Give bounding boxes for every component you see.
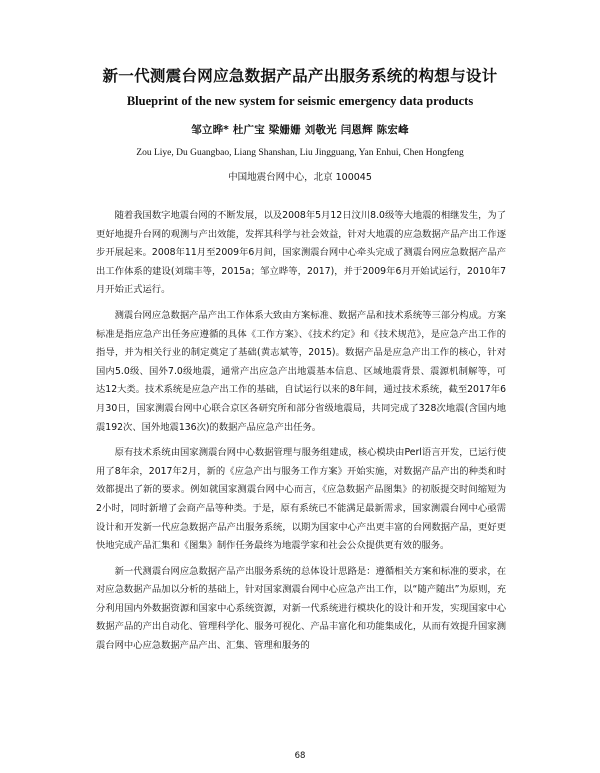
paragraph-3: 原有技术系统由国家测震台网中心数据管理与服务组建成，核心模块由Perl语言开发，已运行使用了8年余，2017年2月，新的《应急产出与服务工作方案》开始实施，对数据产品产出的种类和时效都提出了新的要求。例如就国家测震台网中心而言，《应急数据产品图集》的初版提交时间缩短为2小时，同时新增了会商产品等种类。于是，原有系统已不能满足最新需求，国家测震台网中心亟需设计和开发新一代应急数据产品产出服务系统，以期为国家中心产出更丰富的台网数据产品，更好更快地完成产品汇集和《图集》制作任务最终为地震学家和社会公众提供更有效的服务。 bbox=[96, 447, 506, 552]
paragraph-2: 测震台网应急数据产品产出工作体系大致由方案标准、数据产品和技术系统等三部分构成。方案标准是指应急产出任务应遵循的具体《工作方案》、《技术约定》和《技术规范》，是应急产出工作的指导，并为相关行业的制定奠定了基础(黄志斌等，2015)。数据产品是应急产出工作的核心，针对国内5.0级、国外7.0级地震，通常产出应急产出地震基本信息、区域地震背景、震源机制解等，可达12大类。技术系统是应急产出工作的基础，自试运行以来的8年间，通过技术系统，截至2017年6月30日，国家测震台网中心联合京区各研究所和部分省级地震局，共同完成了328次地震(含国内地震192次、国外地震136次)的数据产品应急产出任务。 bbox=[96, 309, 506, 433]
paragraph-4: 新一代测震台网应急数据产品产出服务系统的总体设计思路是：遵循相关方案和标准的要求，在对应急数据产品加以分析的基础上，针对国家测震台网中心应急产出工作，以“随产随出”为原则，充分利用国内外数据资源和国家中心系统资源，对新一代系统进行模块化的设计和开发，实现国家中心数据产品的产出自动化、管理科学化、服务可视化、产品丰富化和功能集成化，从而有效提升国家测震台网中心应急数据产品产出、汇集、管理和服务的 bbox=[96, 565, 506, 652]
page-number: 68 bbox=[294, 751, 306, 761]
authors-en: Zou Liye, Du Guangbao, Liang Shanshan, Liu Jingguang, Yan Enhui, Chen Hongfeng bbox=[136, 148, 464, 158]
paper-title-en: Blueprint of the new system for seismic emergency data products bbox=[126, 94, 474, 108]
paragraph-1: 随着我国数字地震台网的不断发展，以及2008年5月12日汶川8.0级等大地震的相继发生，为了更好地提升台网的观测与产出效能，发挥其科学与社会效益，针对大地震的应急数据产品产出工作逐步开展起来。2008年11月至2009年6月间，国家测震台网中心牵头完成了测震台网应急数据产品产出工作体系的建设(刘瑞丰等，2015a；邹立晔等，2017)，并于2009年6月开始试运行，2010年7月开始正式运行。 bbox=[96, 210, 506, 296]
body-text bbox=[96, 207, 506, 663]
affiliation: 中国地震台网中心，北京 100045 bbox=[228, 172, 372, 183]
paper-title-cn: 新一代测震台网应急数据产品产出服务系统的构想与设计 bbox=[102, 67, 498, 85]
authors-cn: 邹立晔* 杜广宝 梁姗姗 刘敬光 闫恩辉 陈宏峰 bbox=[191, 124, 409, 136]
